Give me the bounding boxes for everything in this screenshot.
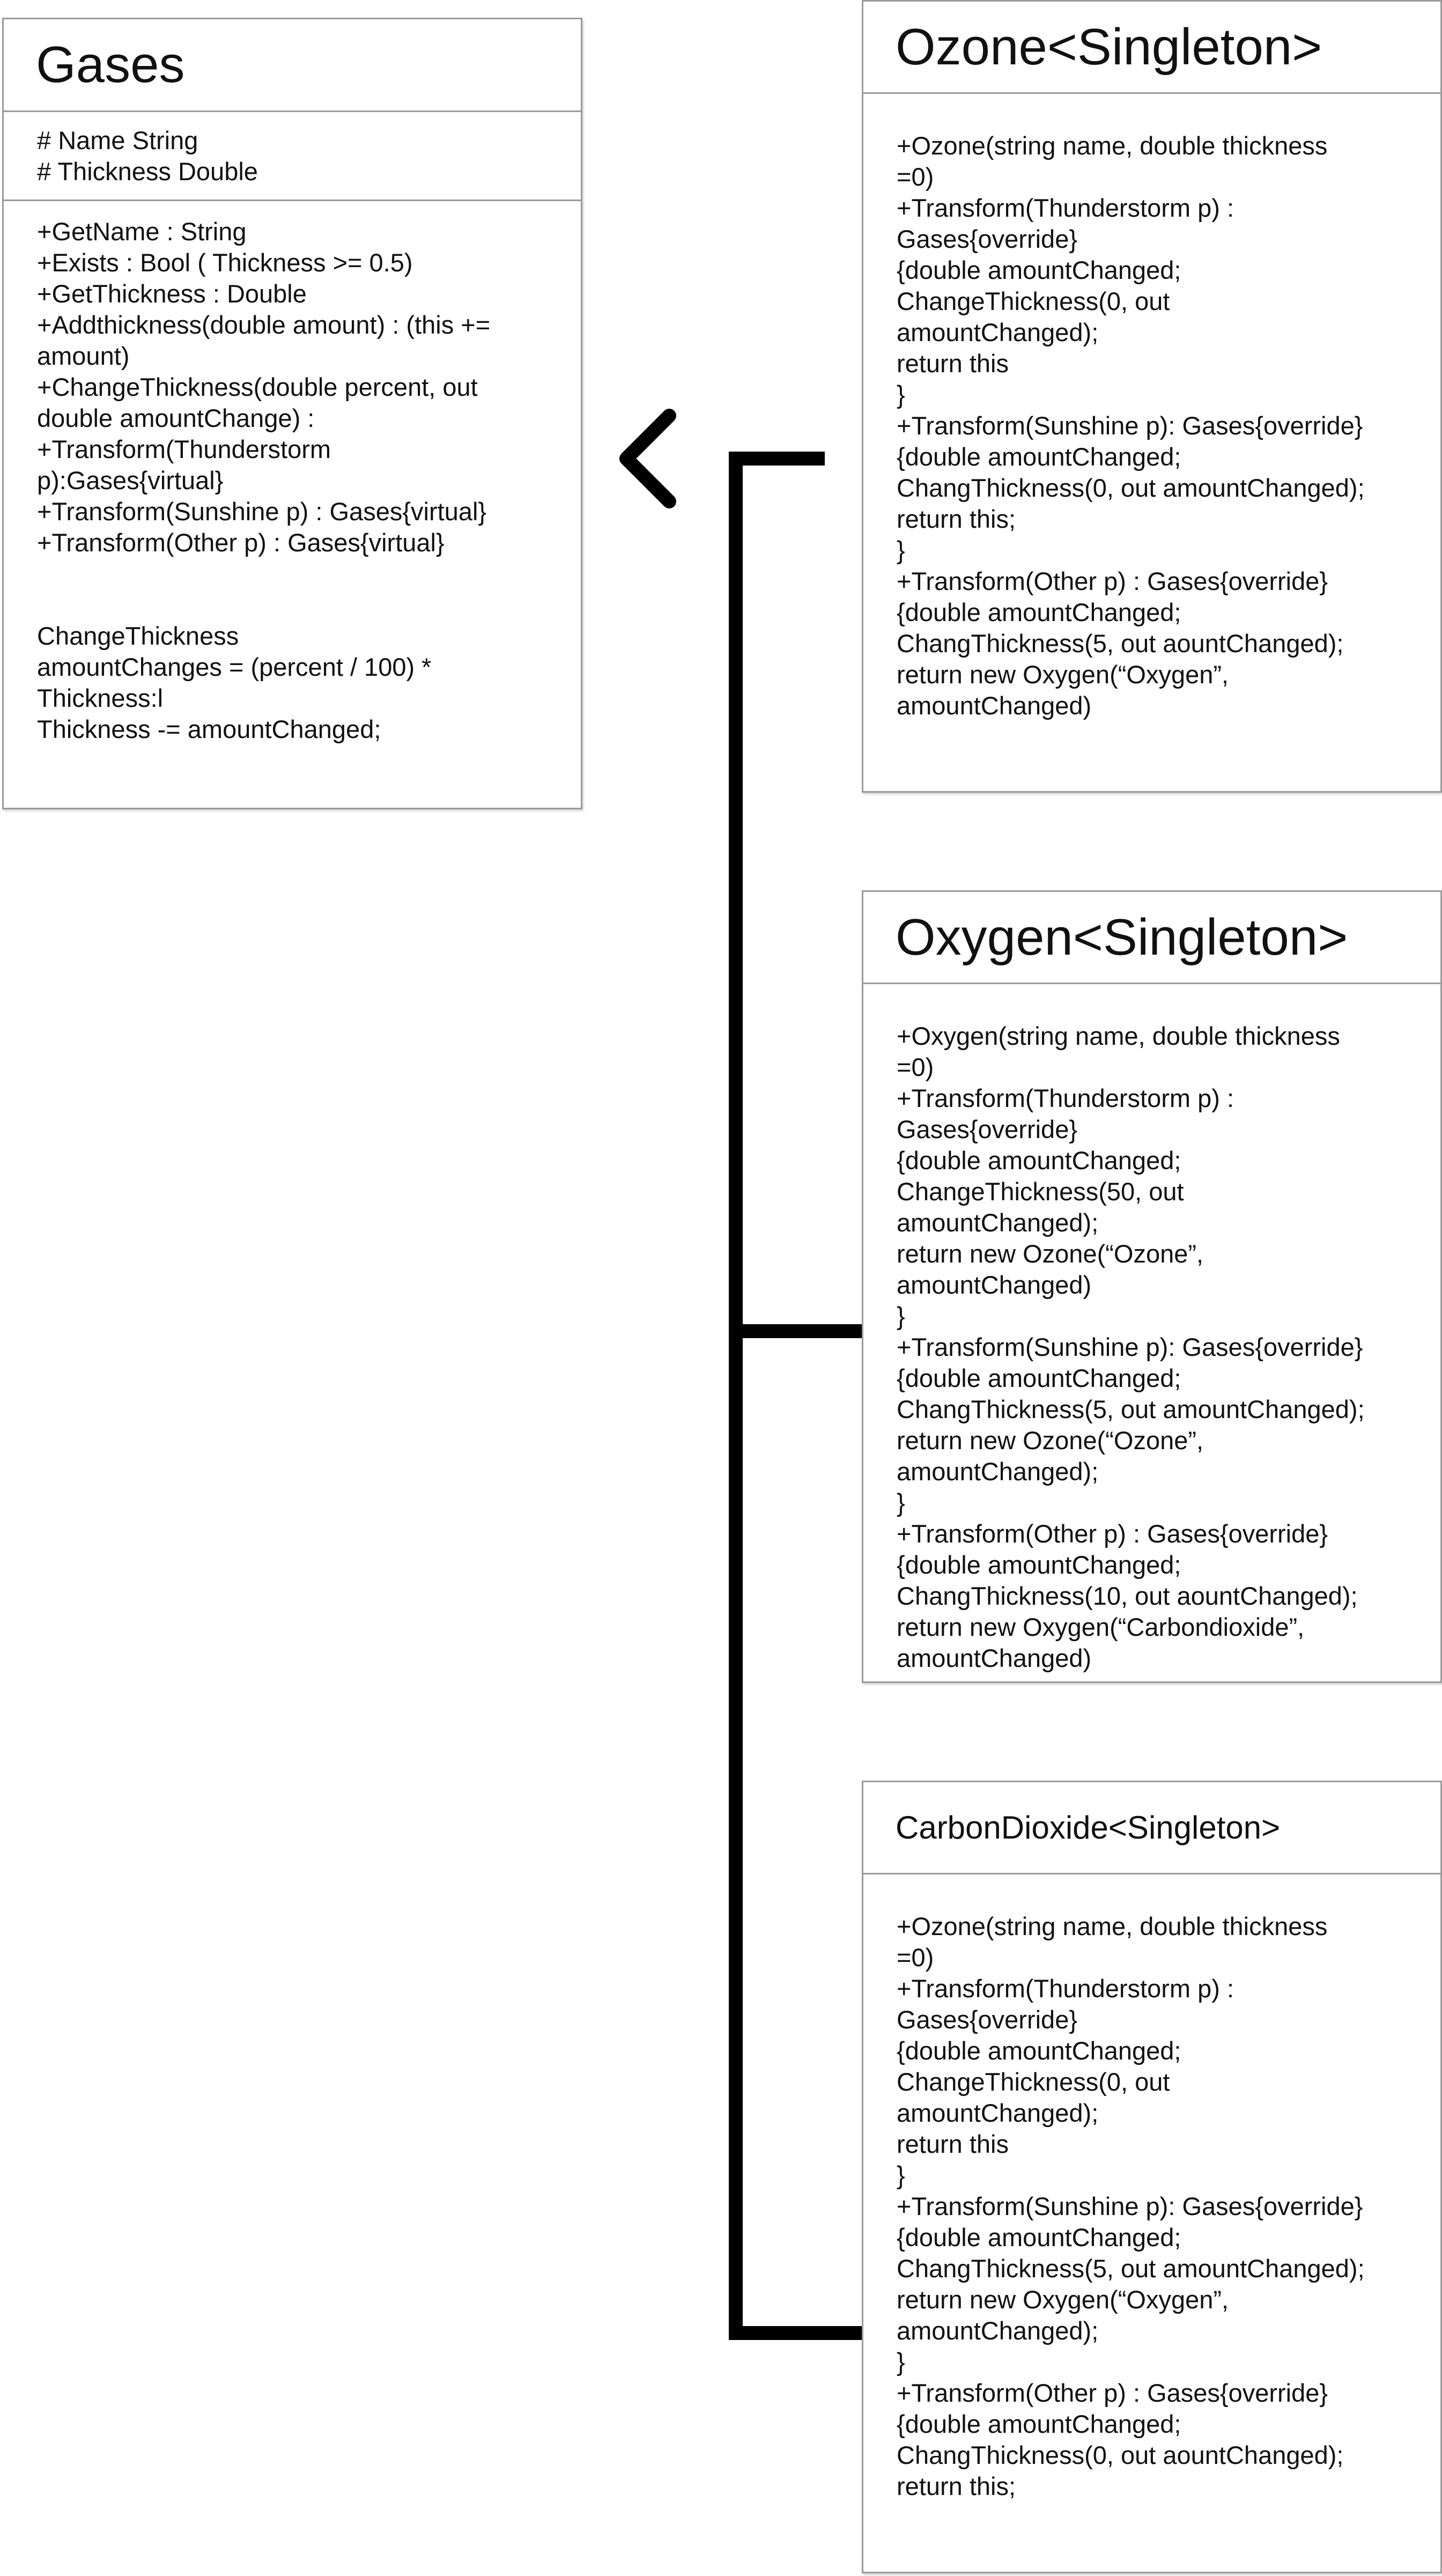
class-gases-methods-line: double amountChange) : — [37, 404, 315, 432]
class-carbondioxide-methods-line: ChangThickness(0, out aountChanged); — [897, 2441, 1344, 2469]
class-carbondioxide-methods-line: return this — [897, 2130, 1009, 2158]
class-ozone-methods-line: =0) — [897, 163, 934, 191]
class-carbondioxide-methods-line: amountChanged); — [897, 2316, 1099, 2345]
class-ozone-methods-line: {double amountChanged; — [897, 256, 1181, 284]
class-carbondioxide-methods-line: =0) — [897, 1943, 934, 1972]
class-oxygen-methods-line: {double amountChanged; — [897, 1364, 1181, 1392]
class-oxygen-methods-line: +Transform(Other p) : Gases{override} — [897, 1519, 1328, 1548]
class-gases-methods-line: +ChangeThickness(double percent, out — [37, 373, 478, 401]
class-ozone-methods-line: } — [897, 536, 905, 564]
class-carbondioxide-methods-line: ChangThickness(5, out amountChanged); — [897, 2254, 1365, 2283]
class-gases-methods-line: +Transform(Sunshine p) : Gases{virtual} — [37, 497, 487, 526]
class-oxygen-title — [863, 892, 1440, 984]
class-gases-methods-line: p):Gases{virtual} — [37, 466, 224, 494]
class-gases-attributes-line: # Thickness Double — [37, 157, 258, 186]
class-ozone-title — [863, 2, 1440, 94]
class-gases-title — [4, 19, 581, 112]
class-oxygen-methods-line: amountChanged) — [897, 1644, 1092, 1672]
class-gases-methods-line: amountChanges = (percent / 100) * — [37, 653, 432, 681]
class-ozone-methods-line: Gases{override} — [897, 225, 1078, 253]
class-oxygen-methods-line: amountChanged) — [897, 1271, 1092, 1299]
class-ozone-methods-line: ChangThickness(5, out aountChanged); — [897, 629, 1344, 658]
class-oxygen-methods-line: {double amountChanged; — [897, 1551, 1181, 1579]
class-gases-methods-line: ChangeThickness — [37, 622, 239, 650]
class-ozone-methods-line: amountChanged); — [897, 318, 1099, 346]
class-ozone-methods-line: ChangeThickness(0, out — [897, 287, 1170, 315]
class-oxygen-methods-line: ChangThickness(10, out aountChanged); — [897, 1582, 1358, 1610]
class-carbondioxide — [862, 1781, 1442, 2573]
class-oxygen-methods-line: } — [897, 1302, 905, 1330]
class-gases-title-text: Gases — [36, 36, 185, 93]
class-carbondioxide-title-text: CarbonDioxide<Singleton> — [896, 1810, 1281, 1846]
class-oxygen-title-text: Oxygen<Singleton> — [896, 908, 1348, 966]
class-gases-methods-line: +Transform(Thunderstorm — [37, 435, 331, 463]
class-oxygen-methods-line: +Transform(Sunshine p): Gases{override} — [897, 1333, 1363, 1361]
class-gases-attributes-line: # Name String — [37, 126, 198, 154]
class-gases-methods-line: +Transform(Other p) : Gases{virtual} — [37, 528, 445, 557]
class-oxygen-methods-line: return new Oxygen(“Carbondioxide”, — [897, 1613, 1305, 1641]
class-gases-methods — [4, 201, 581, 745]
class-gases — [2, 18, 582, 809]
class-ozone — [862, 0, 1442, 793]
class-carbondioxide-methods-line: return this; — [897, 2472, 1016, 2500]
class-carbondioxide-methods-line: +Ozone(string name, double thickness — [897, 1912, 1328, 1940]
class-oxygen-methods-line: {double amountChanged; — [897, 1146, 1181, 1175]
class-ozone-methods-line: return new Oxygen(“Oxygen”, — [897, 660, 1229, 689]
class-gases-methods-line: Thickness:l — [37, 684, 164, 712]
class-ozone-methods-line: return this; — [897, 505, 1016, 533]
class-gases-methods-line: +GetThickness : Double — [37, 279, 307, 308]
class-carbondioxide-methods-line: } — [897, 2348, 905, 2376]
class-ozone-methods-line: +Transform(Other p) : Gases{override} — [897, 567, 1328, 595]
class-gases-methods-line: +Exists : Bool ( Thickness >= 0.5) — [37, 248, 413, 277]
class-oxygen-methods-line: return new Ozone(“Ozone”, — [897, 1239, 1204, 1268]
class-gases-methods-line — [37, 589, 548, 621]
class-gases-methods-line: +GetName : String — [37, 217, 247, 246]
class-carbondioxide-methods-line: ChangeThickness(0, out — [897, 2068, 1170, 2096]
class-ozone-title-text: Ozone<Singleton> — [896, 18, 1322, 76]
class-ozone-methods-line: +Ozone(string name, double thickness — [897, 131, 1328, 160]
class-carbondioxide-methods-line: } — [897, 2161, 905, 2189]
class-carbondioxide-title — [863, 1782, 1440, 1874]
class-carbondioxide-methods-line: +Transform(Thunderstorm p) : — [897, 1974, 1234, 2003]
class-carbondioxide-methods-line: +Transform(Sunshine p): Gases{override} — [897, 2192, 1363, 2220]
class-ozone-methods-line: ChangThickness(0, out amountChanged); — [897, 474, 1365, 502]
class-carbondioxide-methods — [863, 1874, 1440, 2502]
generalization-arrow-head — [626, 416, 669, 501]
class-ozone-methods — [863, 94, 1440, 721]
class-oxygen-methods-line: =0) — [897, 1053, 934, 1081]
class-ozone-methods-line: +Transform(Thunderstorm p) : — [897, 194, 1234, 222]
class-oxygen-methods — [863, 984, 1440, 1674]
class-oxygen-methods-line: ChangThickness(5, out amountChanged); — [897, 1395, 1365, 1423]
class-gases-attributes — [4, 112, 581, 201]
class-oxygen-methods-line: amountChanged); — [897, 1457, 1099, 1486]
class-gases-methods-line: +Addthickness(double amount) : (this += — [37, 311, 491, 339]
class-carbondioxide-methods-line: {double amountChanged; — [897, 2410, 1181, 2438]
class-ozone-methods-line: amountChanged) — [897, 691, 1092, 720]
class-carbondioxide-methods-line: Gases{override} — [897, 2005, 1078, 2034]
class-oxygen-methods-line: amountChanged); — [897, 1208, 1099, 1237]
class-ozone-methods-line: {double amountChanged; — [897, 598, 1181, 626]
class-carbondioxide-methods-line: +Transform(Other p) : Gases{override} — [897, 2379, 1328, 2407]
class-oxygen-methods-line: return new Ozone(“Ozone”, — [897, 1426, 1204, 1455]
class-ozone-methods-line: return this — [897, 349, 1009, 378]
class-oxygen-methods-line: Gases{override} — [897, 1115, 1078, 1143]
class-oxygen-methods-line: ChangeThickness(50, out — [897, 1177, 1184, 1206]
class-gases-methods-line: Thickness -= amountChanged; — [37, 715, 381, 743]
class-carbondioxide-methods-line: amountChanged); — [897, 2099, 1099, 2127]
class-carbondioxide-methods-line: {double amountChanged; — [897, 2036, 1181, 2065]
class-oxygen-methods-line: } — [897, 1488, 905, 1517]
class-carbondioxide-methods-line: return new Oxygen(“Oxygen”, — [897, 2285, 1229, 2314]
class-oxygen-methods-line: +Transform(Thunderstorm p) : — [897, 1084, 1234, 1112]
class-ozone-methods-line: +Transform(Sunshine p): Gases{override} — [897, 411, 1363, 440]
class-gases-methods-line: amount) — [37, 342, 130, 370]
class-carbondioxide-methods-line: {double amountChanged; — [897, 2223, 1181, 2252]
class-ozone-methods-line: } — [897, 380, 905, 409]
class-ozone-methods-line: {double amountChanged; — [897, 442, 1181, 471]
class-gases-methods-line — [37, 558, 548, 589]
class-oxygen — [862, 890, 1442, 1683]
class-oxygen-methods-line: +Oxygen(string name, double thickness — [897, 1022, 1340, 1050]
